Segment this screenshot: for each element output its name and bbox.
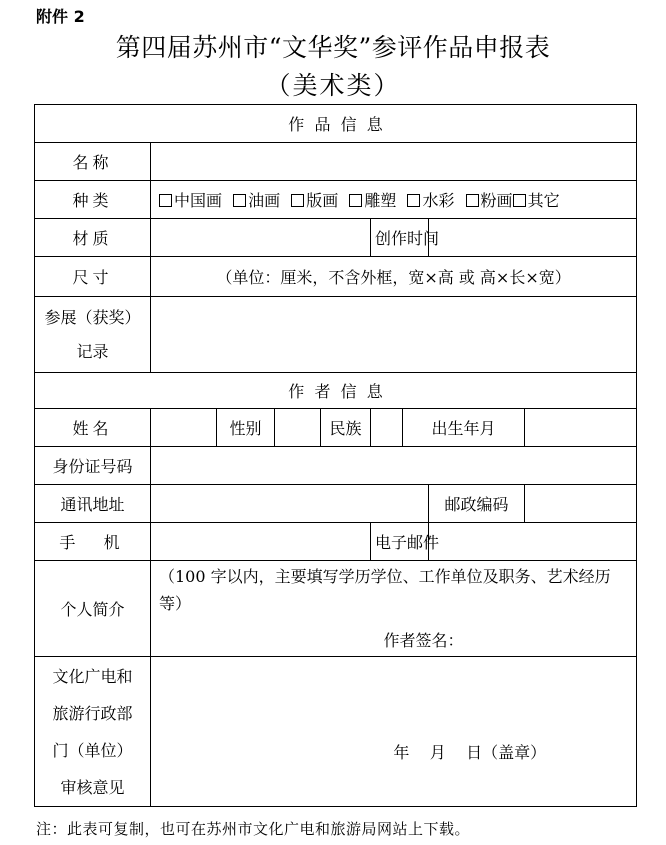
bio-field[interactable] [151,561,637,657]
review-date-stamp: 年 月 日（盖章） [393,743,547,762]
category-options [151,181,637,219]
category-option-printmaking[interactable]: 版画 [291,191,338,210]
author-name-label: 姓名 [35,409,151,447]
category-option-sculpture[interactable]: 雕塑 [349,191,396,210]
row-material [35,219,637,257]
size-label: 尺寸 [35,257,151,297]
row-exhibition [35,297,637,373]
exhibition-field[interactable] [151,297,637,373]
signature-label: 作者签名： [383,631,464,650]
checkbox-icon[interactable] [349,194,362,207]
birth-label: 出生年月 [403,409,525,447]
category-label: 种类 [35,181,151,219]
birth-field[interactable] [525,409,637,447]
category-option-oil-painting[interactable]: 油画 [233,191,280,210]
gender-field[interactable] [275,409,321,447]
section-row-author [35,373,637,409]
section-row-work [35,105,637,143]
work-name-label: 名称 [35,143,151,181]
form-title: 第四届苏州市“文华奖”参评作品申报表 [115,33,551,62]
exhibition-label-line1: 参展（获奖） [44,307,141,327]
ethnicity-field[interactable] [371,409,403,447]
creation-time-field[interactable] [429,219,637,257]
email-label: 电子邮件 [371,523,429,561]
size-note[interactable]: （单位：厘米，不含外框，宽×高 或 高×长×宽） [151,257,637,297]
id-label: 身份证号码 [35,447,151,485]
material-label: 材质 [35,219,151,257]
work-section-title: 作 品 信 息 [35,105,637,143]
phone-label: 手 机 [35,523,151,561]
creation-time-label: 创作时间 [371,219,429,257]
category-option-other[interactable]: 其它 [513,191,560,210]
category-option-pastel[interactable]: 粉画 [466,191,513,210]
row-contact [35,523,637,561]
id-field[interactable] [151,447,637,485]
row-size [35,257,637,297]
email-field[interactable] [429,523,637,561]
review-field[interactable] [151,657,637,807]
row-work-name [35,143,637,181]
review-label-line4: 审核意见 [60,777,125,797]
row-category [35,181,637,219]
phone-field[interactable] [151,523,371,561]
review-label-line1: 文化广电和 [52,666,133,686]
row-id [35,447,637,485]
gender-label: 性别 [217,409,275,447]
work-name-field[interactable] [151,143,637,181]
author-name-field[interactable] [151,409,217,447]
checkbox-icon[interactable] [513,194,526,207]
row-bio [35,561,637,657]
address-field[interactable] [151,485,429,523]
category-option-watercolor[interactable]: 水彩 [407,191,454,210]
checkbox-icon[interactable] [291,194,304,207]
category-option-chinese-painting[interactable]: 中国画 [159,191,222,210]
checkbox-icon[interactable] [407,194,420,207]
postcode-label: 邮政编码 [429,485,525,523]
material-field[interactable] [151,219,371,257]
row-author-basic [35,409,637,447]
review-label [35,657,151,807]
exhibition-label-line2: 记录 [76,341,109,361]
review-label-line3: 门（单位） [52,740,133,760]
exhibition-label [35,297,151,373]
row-review [35,657,637,807]
row-address [35,485,637,523]
checkbox-icon[interactable] [466,194,479,207]
bio-note: （100 字以内，主要填写学历学位、工作单位及职务、艺术经历等） [159,567,611,613]
author-section-title: 作 者 信 息 [35,373,637,409]
postcode-field[interactable] [525,485,637,523]
footer-note: 注：此表可复制，也可在苏州市文化广电和旅游局网站上下载。 [36,820,471,838]
checkbox-icon[interactable] [159,194,172,207]
application-form-table [34,104,637,807]
form-subtitle: （美术类） [265,71,401,100]
ethnicity-label: 民族 [321,409,371,447]
address-label: 通讯地址 [35,485,151,523]
checkbox-icon[interactable] [233,194,246,207]
review-label-line2: 旅游行政部 [52,703,133,723]
attachment-label: 附件 2 [36,7,85,26]
bio-label: 个人简介 [35,561,151,657]
